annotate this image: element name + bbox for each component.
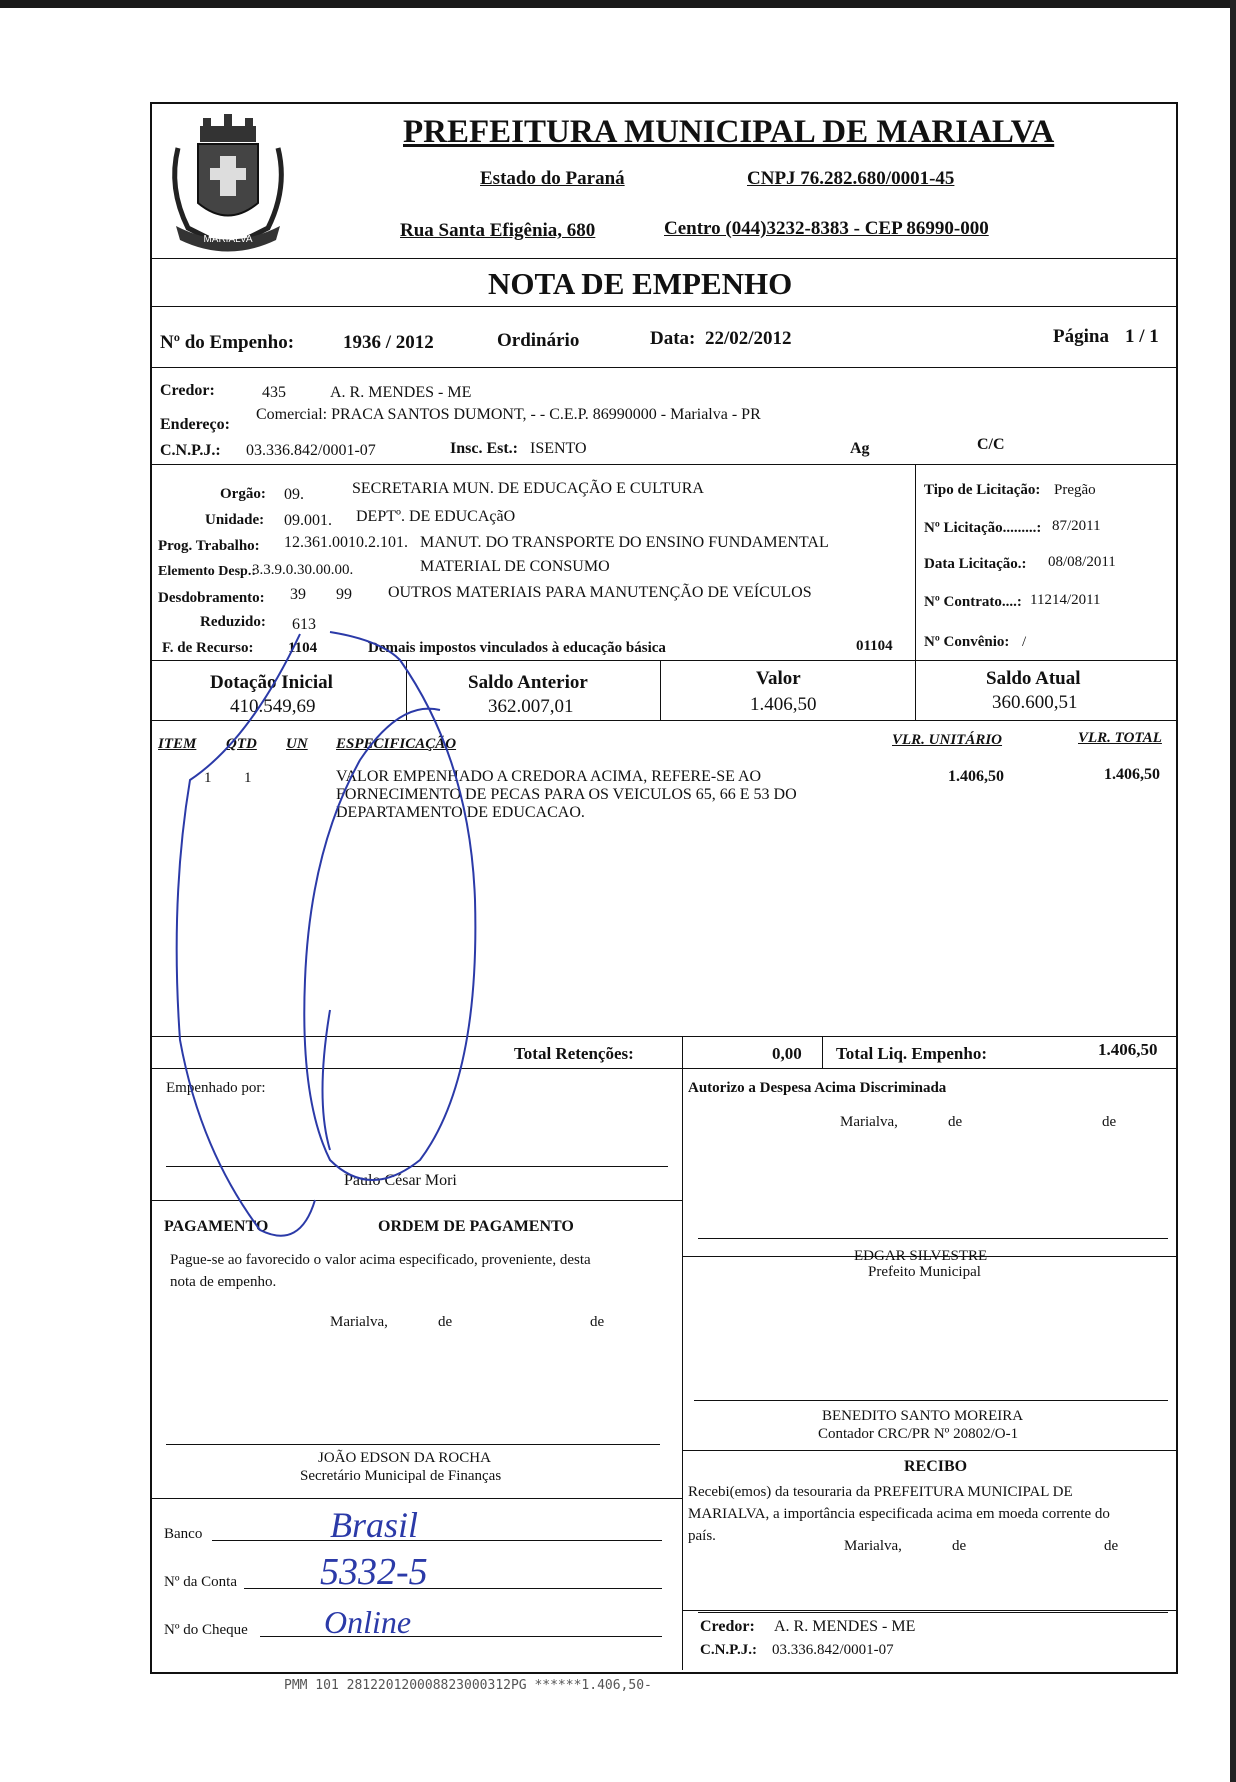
prefeito-role: Prefeito Municipal: [868, 1264, 981, 1280]
cnpj-label: C.N.P.J.:: [160, 442, 221, 459]
dotacao-inicial-label: Dotação Inicial: [210, 672, 333, 693]
endereco-label: Endereço:: [160, 416, 230, 433]
item-desc-line1: VALOR EMPENHADO A CREDORA ACIMA, REFERE-SE AO: [336, 768, 762, 785]
licitacao-date-label: Data Licitação.:: [924, 556, 1027, 572]
orgao-name: SECRETARIA MUN. DE EDUCAÇÃO E CULTURA: [352, 480, 704, 497]
autorizo-de1: de: [948, 1114, 963, 1130]
agency-label: Ag: [850, 440, 870, 457]
prefeito-name: EDGAR SILVESTRE: [854, 1248, 988, 1264]
col-header-unitario: VLR. UNITÁRIO: [892, 732, 1003, 748]
licitacao-number-label: Nº Licitação.........:: [924, 520, 1042, 536]
recibo-de2: de: [1104, 1538, 1119, 1554]
unidade-name: DEPTº. DE EDUCAçãO: [356, 508, 516, 525]
recibo-city: Marialva,: [844, 1538, 902, 1554]
licitacao-date: 08/08/2011: [1048, 554, 1116, 570]
contact-header: Centro (044)3232-8383 - CEP 86990-000: [664, 218, 989, 239]
recibo-cnpj: 03.336.842/0001-07: [772, 1642, 894, 1658]
col-header-item: ITEM: [158, 736, 197, 752]
empenho-type: Ordinário: [497, 330, 580, 351]
banco-label: Banco: [164, 1526, 203, 1542]
empenho-date: 22/02/2012: [705, 328, 792, 349]
credor-address: Comercial: PRACA SANTOS DUMONT, - - C.E.P. 86990000 - Marialva - PR: [256, 406, 761, 423]
elemento-label: Elemento Desp.:: [158, 564, 256, 579]
credor-name: A. R. MENDES - ME: [330, 384, 472, 401]
empenho-date-label: Data:: [650, 328, 696, 349]
recibo-credor: A. R. MENDES - ME: [774, 1618, 916, 1635]
reduzido-value: 613: [292, 616, 316, 633]
saldo-atual-label: Saldo Atual: [986, 668, 1081, 689]
address-header: Rua Santa Efigênia, 680: [400, 220, 596, 241]
insc-label: Insc. Est.:: [450, 440, 519, 457]
secretario-name: JOÃO EDSON DA ROCHA: [318, 1450, 491, 1466]
item-desc-line2: FORNECIMENTO DE PECAS PARA OS VEICULOS 65, 66 E 53 DO: [336, 786, 797, 803]
page-title: PREFEITURA MUNICIPAL DE MARIALVA: [403, 114, 1055, 150]
empenho-number: 1936 / 2012: [343, 332, 434, 353]
insc-value: ISENTO: [530, 440, 587, 457]
ordem-pagamento-label: ORDEM DE PAGAMENTO: [378, 1218, 574, 1235]
recibo-label: RECIBO: [904, 1458, 968, 1475]
recibo-text-1: Recebi(emos) da tesouraria da PREFEITURA MUNICIPAL DE: [688, 1484, 1073, 1500]
contador-role: Contador CRC/PR Nº 20802/O-1: [818, 1426, 1019, 1442]
empenhado-signer: Paulo César Mori: [344, 1172, 457, 1189]
item-number: 1: [204, 770, 212, 786]
page-label: Página: [1053, 326, 1109, 347]
cheque-handwritten: Online: [324, 1604, 412, 1640]
licitacao-number: 87/2011: [1052, 518, 1101, 534]
convenio-number: /: [1022, 634, 1027, 650]
col-header-total: VLR. TOTAL: [1078, 730, 1162, 746]
col-header-qtd: QTD: [226, 736, 257, 752]
convenio-label: Nº Convênio:: [924, 634, 1010, 650]
empenhado-por-label: Empenhado por:: [166, 1080, 266, 1096]
col-header-un: UN: [286, 736, 308, 752]
recibo-text-3: país.: [688, 1528, 716, 1544]
pagamento-city: Marialva,: [330, 1314, 388, 1330]
orgao-label: Orgão:: [220, 486, 266, 502]
saldo-atual-value: 360.600,51: [992, 692, 1078, 713]
orgao-code: 09.: [284, 486, 304, 503]
col-header-especificacao: ESPECIFICAÇÃO: [336, 736, 457, 752]
credor-label: Credor:: [160, 382, 215, 399]
contador-name: BENEDITO SANTO MOREIRA: [822, 1408, 1024, 1424]
credor-code: 435: [262, 384, 286, 401]
pagamento-label: PAGAMENTO: [164, 1218, 269, 1235]
desdobramento-code1: 39: [290, 586, 306, 603]
contrato-number: 11214/2011: [1030, 592, 1101, 608]
retencoes-value: 0,00: [772, 1044, 802, 1063]
prog-label: Prog. Trabalho:: [158, 538, 260, 554]
reduzido-label: Reduzido:: [200, 614, 266, 630]
pagamento-de2: de: [590, 1314, 605, 1330]
conta-label: Nº da Conta: [164, 1574, 237, 1590]
item-unit-value: 1.406,50: [948, 768, 1004, 785]
recurso-name: Demais impostos vinculados à educação básica: [368, 640, 666, 656]
prog-name: MANUT. DO TRANSPORTE DO ENSINO FUNDAMENTAL: [420, 534, 829, 551]
document-type-title: NOTA DE EMPENHO: [488, 266, 793, 301]
elemento-code: 3.3.9.0.30.00.00.: [252, 562, 354, 578]
autorizo-de2: de: [1102, 1114, 1117, 1130]
saldo-anterior-label: Saldo Anterior: [468, 672, 588, 693]
prog-code: 12.361.0010.2.101.: [284, 534, 408, 551]
saldo-anterior-value: 362.007,01: [488, 696, 574, 717]
cnpj-header: CNPJ 76.282.680/0001-45: [747, 168, 955, 189]
retencoes-label: Total Retenções:: [514, 1044, 634, 1063]
valor-value: 1.406,50: [750, 694, 817, 715]
item-qtd: 1: [244, 770, 252, 786]
crest-label: MARIALVA: [203, 234, 253, 245]
recibo-cnpj-label: C.N.P.J.:: [700, 1642, 757, 1658]
liquido-value: 1.406,50: [1098, 1040, 1158, 1059]
conta-handwritten: 5332-5: [320, 1551, 428, 1593]
licitacao-type-label: Tipo de Licitação:: [924, 482, 1041, 498]
banco-handwritten: Brasil: [330, 1505, 419, 1545]
valor-label: Valor: [756, 668, 801, 689]
contrato-label: Nº Contrato....:: [924, 594, 1022, 610]
pagamento-text-1: Pague-se ao favorecido o valor acima especificado, proveniente, desta: [170, 1252, 591, 1268]
empenho-number-label: Nº do Empenho:: [160, 332, 295, 353]
credor-cnpj: 03.336.842/0001-07: [246, 442, 376, 459]
desdobramento-code2: 99: [336, 586, 352, 603]
recurso-code: 1104: [288, 640, 318, 656]
item-total-value: 1.406,50: [1104, 766, 1160, 783]
account-label: C/C: [977, 436, 1005, 453]
pagamento-text-2: nota de empenho.: [170, 1274, 277, 1290]
recurso-number: 01104: [856, 638, 893, 654]
recibo-text-2: MARIALVA, a importância especificada acima em moeda corrente do: [688, 1506, 1110, 1522]
liquido-label: Total Liq. Empenho:: [836, 1044, 987, 1063]
desdobramento-name: OUTROS MATERIAIS PARA MANUTENÇÃO DE VEÍCULOS: [388, 584, 812, 601]
licitacao-type: Pregão: [1054, 482, 1096, 498]
cheque-label: Nº do Cheque: [164, 1622, 248, 1638]
recibo-de1: de: [952, 1538, 967, 1554]
footer-authentication-code: PMM 101 281220120008823000312PG ******1.406,50-: [284, 1678, 652, 1693]
recurso-label: F. de Recurso:: [162, 640, 254, 656]
autorizo-label: Autorizo a Despesa Acima Discriminada: [688, 1080, 947, 1096]
unidade-label: Unidade:: [205, 512, 265, 528]
secretario-role: Secretário Municipal de Finanças: [300, 1468, 502, 1484]
recibo-credor-label: Credor:: [700, 1618, 755, 1635]
dotacao-inicial-value: 410.549,69: [230, 696, 316, 717]
desdobramento-label: Desdobramento:: [158, 590, 265, 606]
autorizo-city: Marialva,: [840, 1114, 898, 1130]
page-number: 1 / 1: [1125, 326, 1159, 347]
state-name: Estado do Paraná: [480, 168, 625, 189]
elemento-name: MATERIAL DE CONSUMO: [420, 558, 610, 575]
unidade-code: 09.001.: [284, 512, 332, 529]
item-desc-line3: DEPARTAMENTO DE EDUCACAO.: [336, 804, 585, 821]
pagamento-de1: de: [438, 1314, 453, 1330]
